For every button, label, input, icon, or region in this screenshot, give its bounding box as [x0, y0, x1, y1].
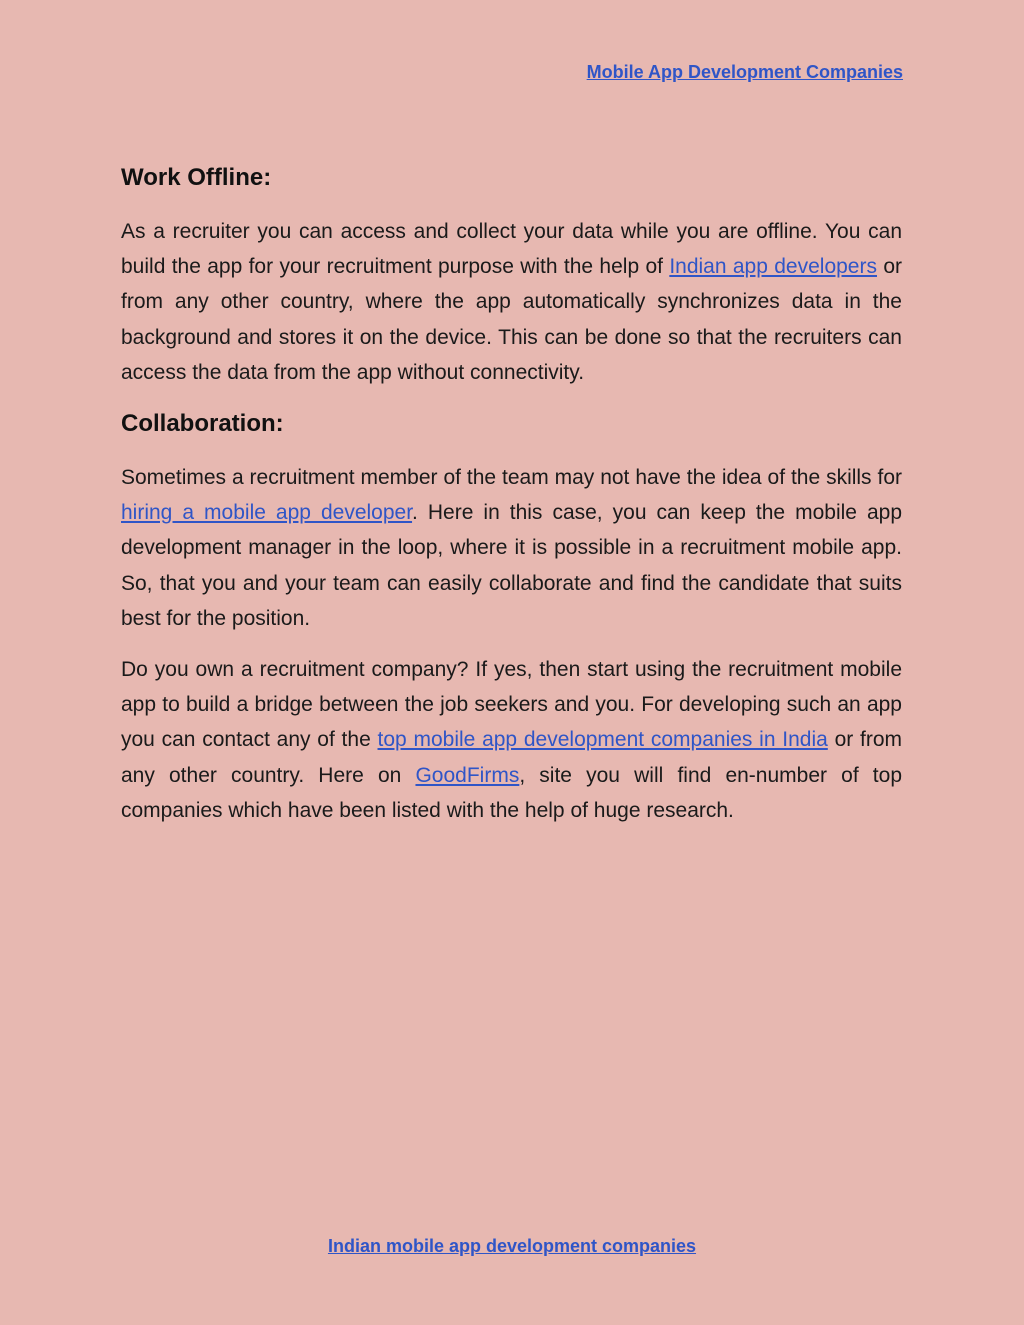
footer: [0, 1236, 1024, 1257]
paragraph-text: Sometimes a recruitment member of the team may not have the idea of the skills for: [121, 466, 902, 490]
paragraph-text: Do you own a recruitment company? If yes, then start using the recruitment mobile app to build a bridge between the job seekers and you. For developing such an app you can contact any of the: [121, 658, 902, 752]
paragraph-recruitment-company: [121, 652, 902, 828]
paragraph-text: , site you will find en-number of top companies which have been listed with the help of huge research.: [121, 763, 902, 822]
header-link[interactable]: Mobile App Development Companies: [586, 62, 903, 82]
heading-collaboration: Collaboration:: [121, 410, 284, 438]
paragraph-text: . Here in this case, you can keep the mobile app development manager in the loop, where it is possible in a recruitment mobile app. So, that you and your team can easily collaborate and find the candidate that suits best for the position.: [121, 501, 903, 630]
paragraph-text: or from any other country, where the app automatically synchronizes data in the background and stores it on the device. This can be done so that the recruiters can access the data from the app without connectivity.: [121, 255, 902, 384]
footer-link[interactable]: Indian mobile app development companies: [327, 1236, 697, 1256]
link-hiring-mobile-app-developer[interactable]: hiring a mobile app developer: [121, 501, 413, 525]
paragraph-text: or from any other country. Here on: [121, 728, 902, 787]
link-goodfirms[interactable]: GoodFirms: [415, 763, 520, 787]
link-top-mobile-app-companies-india[interactable]: top mobile app development companies in India: [377, 728, 828, 752]
link-indian-app-developers[interactable]: Indian app developers: [669, 255, 877, 279]
paragraph-work-offline: [121, 214, 902, 390]
paragraph-text: As a recruiter you can access and collect your data while you are offline. You can build the app for your recruitment purpose with the help of: [121, 220, 902, 279]
heading-work-offline: Work Offline:: [121, 164, 272, 191]
paragraph-collaboration: [121, 460, 902, 636]
document-body: [121, 160, 902, 844]
